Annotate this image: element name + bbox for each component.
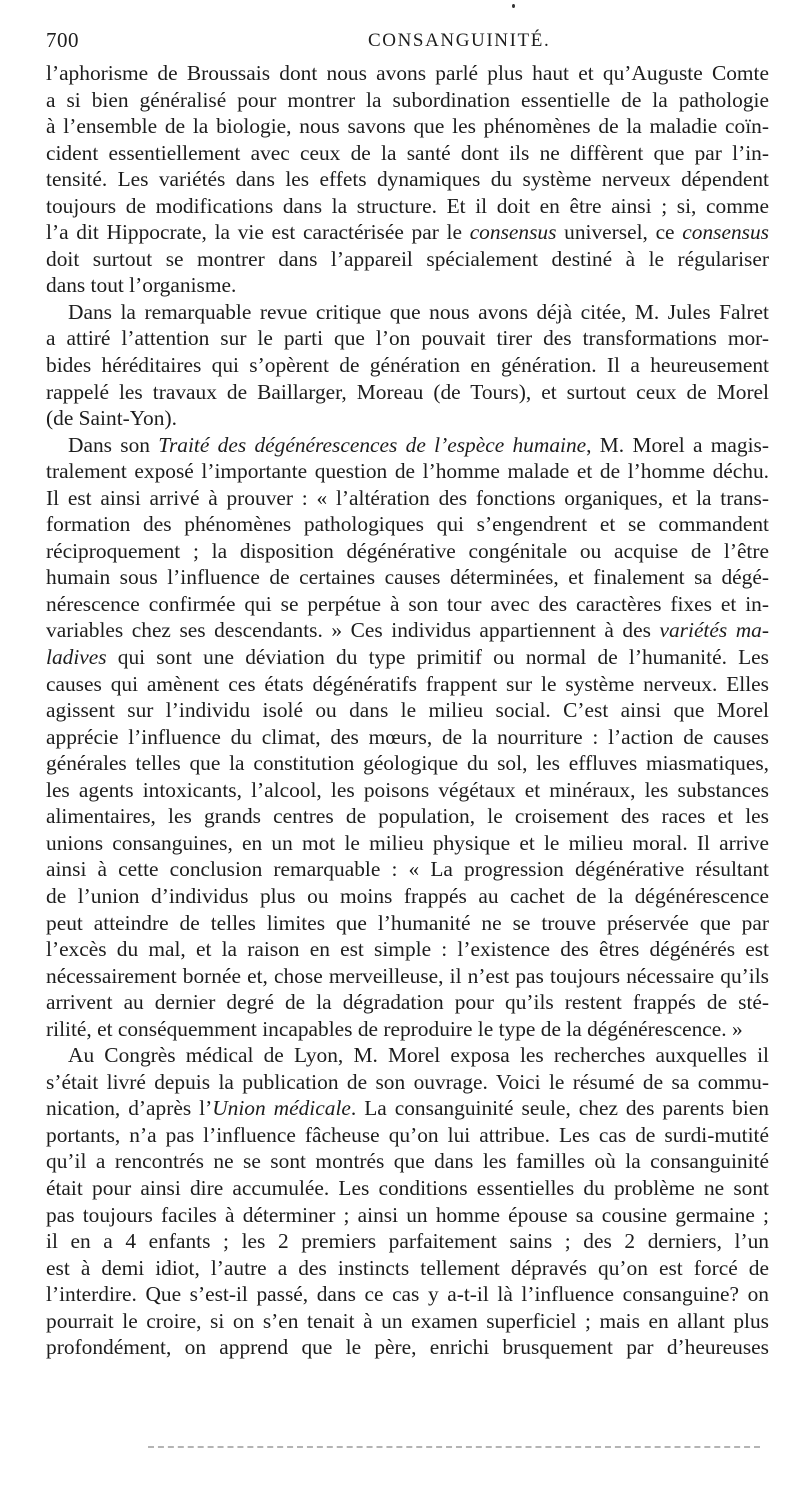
text-line: nication, d’après l’Union médicale. La consanguinité seule, chez des parents bien <box>46 1096 769 1121</box>
text-line: unions consanguines, en un mot le milieu physique et le milieu moral. Il arrive <box>46 830 769 855</box>
text-line: tralement exposé l’importante question de l’homme malade et de l’homme déchu. <box>46 459 769 484</box>
page-header <box>46 28 766 58</box>
text-line: arrivent au dernier degré de la dégradation pour qu’ils restent frappés de sté- <box>46 990 769 1015</box>
footer-rule <box>148 1446 760 1448</box>
text-line: Dans la remarquable revue critique que nous avons déjà citée, M. Jules Falret <box>68 299 769 324</box>
text-line: nérescence confirmée qui se perpétue à son tour avec des caractères fixes et in- <box>46 591 769 616</box>
text-line: Au Congrès médical de Lyon, M. Morel exposa les recherches auxquelles il <box>68 1043 769 1068</box>
text-line: les agents intoxicants, l’alcool, les poisons végétaux et minéraux, les substances <box>46 777 769 802</box>
text-line: formation des phénomènes pathologiques qui s’engendrent et se commandent <box>46 512 769 537</box>
text-line: générales telles que la constitution géologique du sol, les effluves miasmatiques, <box>46 751 769 776</box>
text-line: causes qui amènent ces états dégénératifs frappent sur le système nerveux. Elles <box>46 671 769 696</box>
text-line: apprécie l’influence du climat, des mœurs, de la nourriture : l’action de causes <box>46 724 769 749</box>
text-line: qu’il a rencontrés ne se sont montrés que dans les familles où la consanguinité <box>46 1149 769 1174</box>
text-line: rappelé les travaux de Baillarger, Moreau (de Tours), et surtout ceux de Morel <box>46 379 769 404</box>
text-line: l’a dit Hippocrate, la vie est caractérisée par le consensus universel, ce consensus <box>46 220 769 245</box>
running-title: CONSANGUINITÉ. <box>368 30 551 51</box>
text-line: l’aphorisme de Broussais dont nous avons parlé plus haut et qu’Auguste Comte <box>46 61 769 85</box>
text-line: portants, n’a pas l’influence fâcheuse qu’on lui attribue. Les cas de surdi-mutité <box>46 1122 769 1147</box>
text-line: ainsi à cette conclusion remarquable : « La progression dégénérative résultant <box>46 857 769 882</box>
text-line: agissent sur l’individu isolé ou dans le milieu social. C’est ainsi que Morel <box>46 698 769 723</box>
text-line: peut atteindre de telles limites que l’humanité ne se trouve préservée que par <box>46 910 769 935</box>
text-line: est à demi idiot, l’autre a des instincts tellement dépravés qu’on est forcé de <box>46 1255 769 1280</box>
text-line: pas toujours faciles à déterminer ; ainsi un homme épouse sa cousine germaine ; <box>46 1202 769 1227</box>
text-line: nécessairement bornée et, chose merveilleuse, il n’est pas toujours nécessaire qu’ils <box>46 963 769 988</box>
text-line: ladives qui sont une déviation du type primitif ou normal de l’humanité. Les <box>46 645 769 670</box>
body-text <box>46 60 769 1361</box>
text-line: a si bien généralisé pour montrer la subordination essentielle de la pathologie <box>46 87 769 112</box>
text-line: il en a 4 enfants ; les 2 premiers parfaitement sains ; des 2 derniers, l’un <box>46 1229 769 1254</box>
text-line: dans tout l’organisme. <box>46 273 237 298</box>
text-line: profondément, on apprend que le père, enrichi brusquement par d’heureuses <box>46 1335 769 1360</box>
text-line: toujours de modifications dans la structure. Et il doit en être ainsi ; si, comme <box>46 193 769 218</box>
text-line: humain sous l’influence de certaines causes déterminées, et finalement sa dégé- <box>46 565 769 590</box>
text-line: pourrait le croire, si on s’en tenait à un examen superficiel ; mais en allant plus <box>46 1308 769 1333</box>
text-line: bides héréditaires qui s’opèrent de génération en génération. Il a heureusement <box>46 353 769 378</box>
text-line: Il est ainsi arrivé à prouver : « l’altération des fonctions organiques, et la trans- <box>46 485 769 510</box>
page-number: 700 <box>46 28 79 52</box>
text-line: était pour ainsi dire accumulée. Les conditions essentielles du problème ne sont <box>46 1175 769 1200</box>
text-line: l’interdire. Que s’est-il passé, dans ce cas y a-t-il là l’influence consanguine? on <box>46 1282 769 1307</box>
text-line: l’excès du mal, et la raison en est simple : l’existence des êtres dégénérés est <box>46 937 769 962</box>
text-line: Dans son Traité des dégénérescences de l’espèce humaine, M. Morel a magis- <box>68 432 770 457</box>
text-line: de l’union d’individus plus ou moins frappés au cachet de la dégénérescence <box>46 883 769 908</box>
text-line: à l’ensemble de la biologie, nous savons que les phénomènes de la maladie coïn- <box>46 114 769 139</box>
text-line: doit surtout se montrer dans l’appareil spécialement destiné à le régulariser <box>46 246 769 271</box>
print-speck <box>512 4 515 8</box>
text-line: cident essentiellement avec ceux de la santé dont ils ne diffèrent que par l’in- <box>46 140 769 165</box>
text-line: rilité, et conséquemment incapables de reproduire le type de la dégénérescence. » <box>46 1016 743 1041</box>
text-line: a attiré l’attention sur le parti que l’on pouvait tirer des transformations mor- <box>46 326 769 351</box>
text-line: variables chez ses descendants. » Ces individus appartiennent à des variétés ma- <box>46 618 770 643</box>
text-line: s’était livré depuis la publication de son ouvrage. Voici le résumé de sa commu- <box>46 1069 769 1094</box>
text-line: réciproquement ; la disposition dégénérative congénitale ou acquise de l’être <box>46 538 769 563</box>
text-line: alimentaires, les grands centres de population, le croisement des races et les <box>46 804 769 829</box>
text-line: tensité. Les variétés dans les effets dynamiques du système nerveux dépendent <box>46 167 769 192</box>
text-line: (de Saint-Yon). <box>46 406 177 431</box>
